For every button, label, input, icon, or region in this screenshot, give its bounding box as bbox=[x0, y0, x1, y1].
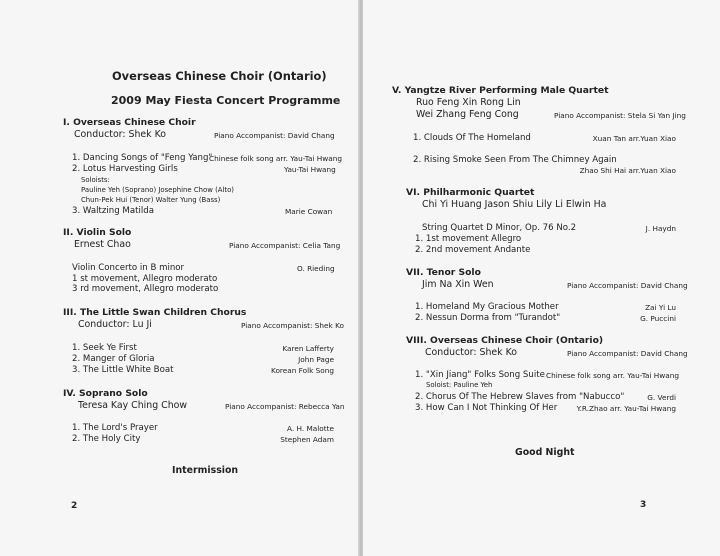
piano-accompanist: Piano Accompanist: David Chang bbox=[567, 349, 688, 358]
right-page bbox=[363, 0, 720, 556]
piano-accompanist: Piano Accompanist: Shek Ko bbox=[241, 321, 344, 330]
piece-credit: Stephen Adam bbox=[280, 435, 334, 444]
piece-title: 3. Waltzing Matilda bbox=[72, 206, 154, 216]
piece-title: 1. Homeland My Gracious Mother bbox=[415, 302, 559, 312]
soloists-line: Chun-Pek Hui (Tenor) Walter Yung (Bass) bbox=[81, 196, 221, 204]
piano-accompanist: Piano Accompanist: David Chang bbox=[214, 131, 335, 140]
performer: Chi Yi Huang Jason Shiu Lily Li Elwin Ha bbox=[422, 199, 607, 210]
section-heading: V. Yangtze River Performing Male Quartet bbox=[392, 85, 609, 96]
conductor: Conductor: Shek Ko bbox=[425, 347, 517, 358]
piece-title: 2. Chorus Of The Hebrew Slaves from "Nabucco" bbox=[415, 392, 625, 402]
piece-credit: Chinese folk song arr. Yau-Tai Hwang bbox=[209, 154, 342, 163]
piece-title: 2. Manger of Gloria bbox=[72, 354, 155, 364]
piece-credit: Karen Lafferty bbox=[282, 344, 334, 353]
piece-credit: Chinese folk song arr. Yau-Tai Hwang bbox=[546, 371, 679, 380]
piano-accompanist: Piano Accompanist: Stela Si Yan Jing bbox=[554, 111, 686, 120]
closing-text: Good Night bbox=[515, 447, 575, 458]
intermission-label: Intermission bbox=[172, 465, 239, 476]
work-title: String Quartet D Minor, Op. 76 No.2 bbox=[422, 223, 577, 233]
piano-accompanist: Piano Accompanist: Rebecca Yan bbox=[225, 402, 345, 411]
soloist: Soloist: Pauline Yeh bbox=[426, 381, 493, 389]
conductor: Conductor: Shek Ko bbox=[74, 129, 166, 140]
section-heading: VI. Philharmonic Quartet bbox=[406, 187, 535, 198]
piece-credit: Y.R.Zhao arr. Yau-Tai Hwang bbox=[576, 404, 676, 413]
performer: Ruo Feng Xin Rong Lin bbox=[416, 97, 521, 108]
piece-title: 3. How Can I Not Thinking Of Her bbox=[415, 403, 558, 413]
piece-credit: Marie Cowan bbox=[285, 207, 333, 216]
section-heading: VIII. Overseas Chinese Choir (Ontario) bbox=[406, 335, 604, 346]
piece-credit: G. Puccini bbox=[640, 314, 676, 323]
piece-title: 1. Clouds Of The Homeland bbox=[413, 133, 531, 143]
piece-credit: A. H. Malotte bbox=[287, 424, 334, 433]
piano-accompanist: Piano Accompanist: David Chang bbox=[567, 281, 688, 290]
section-heading: I. Overseas Chinese Choir bbox=[63, 117, 196, 128]
piece-credit: John Page bbox=[298, 355, 334, 364]
soloists-line: Pauline Yeh (Soprano) Josephine Chow (Alto) bbox=[81, 186, 234, 194]
performer: Ernest Chao bbox=[74, 239, 131, 250]
page-number: 2 bbox=[71, 501, 78, 511]
piece-title: 2. Nessun Dorma from "Turandot" bbox=[415, 313, 561, 323]
program-title: Overseas Chinese Choir (Ontario) bbox=[112, 69, 327, 83]
piece-credit: Zai Yi Lu bbox=[645, 303, 676, 312]
piece-title: 2. The Holy City bbox=[72, 434, 141, 444]
performer: Jim Na Xin Wen bbox=[422, 279, 494, 290]
piece-credit: Korean Folk Song bbox=[271, 366, 334, 375]
conductor: Conductor: Lu Ji bbox=[78, 319, 152, 330]
movement: 2. 2nd movement Andante bbox=[415, 245, 531, 255]
performer: Wei Zhang Feng Cong bbox=[416, 109, 519, 120]
piece-credit: Xuan Tan arr.Yuan Xiao bbox=[592, 134, 676, 143]
movement: 3 rd movement, Allegro moderato bbox=[72, 284, 219, 294]
performer: Teresa Kay Ching Chow bbox=[78, 400, 188, 411]
piece-title: 3. The Little White Boat bbox=[72, 365, 174, 375]
section-heading: VII. Tenor Solo bbox=[406, 267, 481, 278]
section-heading: III. The Little Swan Children Chorus bbox=[63, 307, 247, 318]
page-number: 3 bbox=[640, 500, 647, 510]
piece-title: 1. The Lord's Prayer bbox=[72, 423, 158, 433]
piece-credit: J. Haydn bbox=[645, 224, 676, 233]
piece-credit: O. Rieding bbox=[297, 264, 335, 273]
movement: 1 st movement, Allegro moderato bbox=[72, 274, 218, 284]
soloists-label: Soloists: bbox=[81, 176, 110, 184]
section-heading: II. Violin Solo bbox=[63, 227, 132, 238]
piece-credit: G. Verdi bbox=[647, 393, 676, 402]
section-heading: IV. Soprano Solo bbox=[63, 388, 148, 399]
piece-credit: Yau-Tai Hwang bbox=[284, 165, 336, 174]
piece-title: 1. Seek Ye First bbox=[72, 343, 137, 353]
piece-credit: Zhao Shi Hai arr.Yuan Xiao bbox=[579, 166, 676, 175]
piece-title: 2. Rising Smoke Seen From The Chimney Again bbox=[413, 155, 617, 165]
piano-accompanist: Piano Accompanist: Celia Tang bbox=[229, 241, 341, 250]
program-subtitle: 2009 May Fiesta Concert Programme bbox=[111, 94, 341, 107]
piece-title: 2. Lotus Harvesting Girls bbox=[72, 164, 178, 174]
piece-title: 1. "Xin Jiang" Folks Song Suite bbox=[415, 370, 545, 380]
movement: 1. 1st movement Allegro bbox=[415, 234, 522, 244]
piece-title: 1. Dancing Songs of "Feng Yang" bbox=[72, 153, 213, 163]
work-title: Violin Concerto in B minor bbox=[72, 263, 185, 273]
